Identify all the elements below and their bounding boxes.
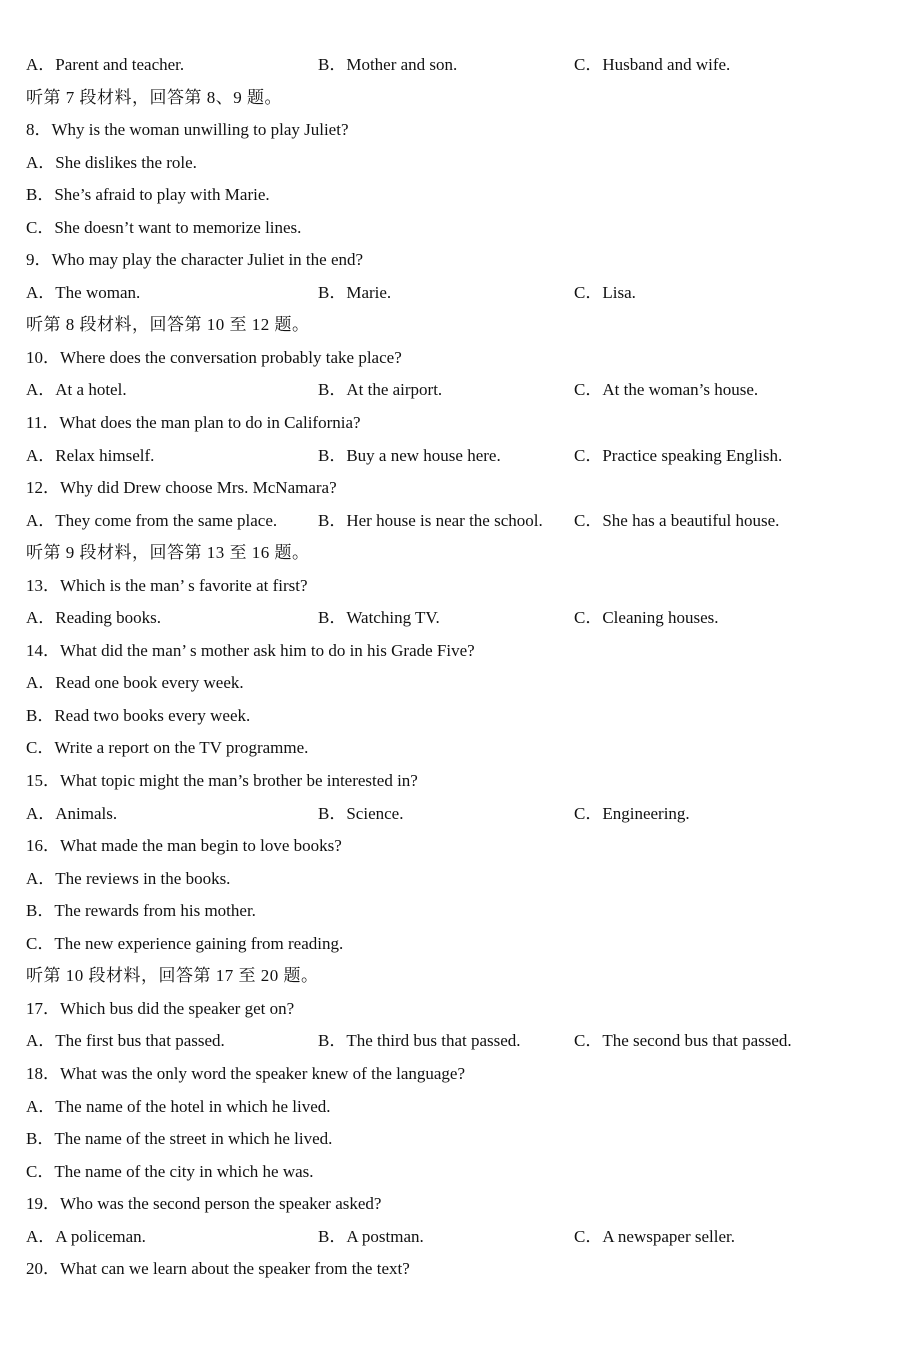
option-text: Mother and son.	[346, 55, 458, 74]
option-letter: B．	[318, 803, 347, 823]
option-letter: C．	[574, 445, 603, 465]
option-letter: A．	[26, 510, 56, 530]
option-text: Practice speaking English.	[602, 445, 783, 465]
answer-option	[318, 1025, 521, 1058]
answer-option	[26, 602, 161, 635]
option-text: She doesn’t want to memorize lines.	[54, 217, 302, 237]
option-text: Write a report on the TV programme.	[54, 738, 309, 758]
option-letter: B．	[26, 901, 55, 921]
answer-option	[26, 179, 900, 212]
option-letter: A．	[26, 55, 56, 74]
option-text: The new experience gaining from reading.	[54, 933, 344, 953]
option-text: Marie.	[346, 282, 392, 302]
answer-option	[574, 505, 779, 538]
answer-option	[318, 602, 440, 635]
option-text: Read two books every week.	[54, 705, 251, 725]
option-letter: C．	[574, 510, 603, 530]
question-stem: 20．What can we learn about the speaker from the text?	[26, 1259, 410, 1279]
option-text: The rewards from his mother.	[54, 901, 256, 921]
option-letter: A．	[26, 445, 56, 465]
question-stem: 17．Which bus did the speaker get on?	[26, 998, 295, 1018]
answer-option	[26, 667, 900, 700]
answer-option	[26, 895, 900, 928]
option-letter: A．	[26, 868, 56, 888]
option-letter: A．	[26, 1031, 56, 1051]
answer-option	[26, 863, 900, 896]
question-stem: 11．What does the man plan to do in California?	[26, 413, 361, 433]
option-letter: A．	[26, 608, 56, 628]
answer-options-row	[26, 277, 900, 310]
option-letter: A．	[26, 673, 56, 693]
question-stem: 10．Where does the conversation probably take place?	[26, 347, 402, 367]
answer-options-row	[26, 374, 900, 407]
option-text: She has a beautiful house.	[602, 510, 780, 530]
answer-option	[26, 928, 900, 961]
question-stem: 14．What did the man’ s mother ask him to do in his Grade Five?	[26, 640, 475, 660]
option-letter: C．	[26, 933, 55, 953]
answer-option	[574, 798, 690, 831]
option-letter: A．	[26, 380, 56, 400]
option-text: A postman.	[346, 1226, 424, 1246]
option-text: She dislikes the role.	[55, 152, 197, 172]
answer-option	[26, 1221, 146, 1254]
answer-option	[318, 1221, 424, 1254]
question-stem: 12．Why did Drew choose Mrs. McNamara?	[26, 478, 337, 498]
answer-option	[26, 1025, 225, 1058]
answer-option	[26, 212, 900, 245]
question-stem: 9．Who may play the character Juliet in the end?	[26, 250, 364, 270]
answer-option	[318, 798, 403, 831]
option-text: The second bus that passed.	[602, 1031, 792, 1051]
answer-option	[26, 505, 277, 538]
question-stem: 19．Who was the second person the speaker asked?	[26, 1194, 382, 1214]
option-letter: B．	[26, 1129, 55, 1149]
answer-options-row	[26, 602, 900, 635]
answer-option	[26, 440, 154, 473]
option-text: A policeman.	[55, 1226, 146, 1246]
option-text: The name of the city in which he was.	[54, 1161, 314, 1181]
question-stem: 18．What was the only word the speaker knew of the language?	[26, 1063, 466, 1083]
option-text: The third bus that passed.	[346, 1031, 521, 1051]
option-letter: B．	[318, 608, 347, 628]
answer-option	[574, 374, 758, 407]
option-letter: A．	[26, 282, 56, 302]
option-letter: C．	[574, 608, 603, 628]
option-text: A newspaper seller.	[602, 1226, 735, 1246]
section-heading: 听第 7 段材料，回答第 8、9 题。	[26, 87, 282, 107]
option-text: Parent and teacher.	[55, 55, 185, 74]
option-letter: A．	[26, 803, 56, 823]
option-text: At the woman’s house.	[602, 380, 759, 400]
option-letter: C．	[574, 282, 603, 302]
question-stem: 13．Which is the man’ s favorite at first?	[26, 575, 308, 595]
question-stem: 15．What topic might the man’s brother be interested in?	[26, 771, 418, 791]
answer-option	[26, 49, 184, 82]
option-text: The woman.	[55, 282, 141, 302]
answer-option	[574, 1221, 735, 1254]
option-letter: B．	[318, 1031, 347, 1051]
section-heading: 听第 10 段材料，回答第 17 至 20 题。	[26, 966, 319, 986]
listening-section	[26, 49, 900, 1286]
answer-option	[574, 602, 719, 635]
option-letter: B．	[318, 380, 347, 400]
answer-option	[574, 1025, 792, 1058]
answer-option	[26, 700, 900, 733]
answer-options-row	[26, 798, 900, 831]
option-text: Engineering.	[602, 803, 690, 823]
option-text: They come from the same place.	[55, 510, 278, 530]
option-letter: C．	[26, 738, 55, 758]
option-text: The reviews in the books.	[55, 868, 231, 888]
answer-option	[318, 440, 501, 473]
option-text: The name of the hotel in which he lived.	[55, 1096, 331, 1116]
option-text: Read one book every week.	[55, 673, 244, 693]
option-letter: C．	[574, 803, 603, 823]
option-letter: C．	[574, 380, 603, 400]
option-text: At the airport.	[346, 380, 443, 400]
question-stem: 8．Why is the woman unwilling to play Juliet?	[26, 120, 349, 140]
option-text: Reading books.	[55, 608, 162, 628]
option-text: Animals.	[55, 803, 118, 823]
option-text: The name of the street in which he lived.	[54, 1129, 333, 1149]
answer-option	[26, 798, 117, 831]
answer-options-row	[26, 49, 900, 82]
answer-option	[26, 1091, 900, 1124]
answer-option	[318, 374, 442, 407]
option-letter: B．	[318, 510, 347, 530]
option-text: Her house is near the school.	[346, 510, 543, 530]
option-text: Relax himself.	[55, 445, 155, 465]
answer-options-row	[26, 1025, 900, 1058]
answer-option	[26, 1123, 900, 1156]
answer-option	[26, 277, 140, 310]
section-heading: 听第 9 段材料，回答第 13 至 16 题。	[26, 543, 310, 563]
option-letter: B．	[26, 705, 55, 725]
option-letter: A．	[26, 152, 56, 172]
option-text: The first bus that passed.	[55, 1031, 225, 1051]
option-letter: A．	[26, 1226, 56, 1246]
answer-option	[26, 1156, 900, 1189]
option-text: She’s afraid to play with Marie.	[54, 185, 270, 205]
option-letter: B．	[26, 185, 55, 205]
option-letter: C．	[26, 1161, 55, 1181]
answer-option	[26, 732, 900, 765]
answer-option	[574, 49, 730, 82]
answer-options-row	[26, 440, 900, 473]
option-text: Science.	[346, 803, 404, 823]
answer-option	[318, 277, 391, 310]
option-letter: B．	[318, 445, 347, 465]
option-letter: B．	[318, 1226, 347, 1246]
option-text: Lisa.	[602, 282, 636, 302]
option-text: Husband and wife.	[602, 55, 731, 74]
section-heading: 听第 8 段材料，回答第 10 至 12 题。	[26, 315, 310, 335]
answer-option	[318, 505, 543, 538]
option-text: Cleaning houses.	[602, 608, 719, 628]
question-stem: 16．What made the man begin to love books?	[26, 836, 342, 856]
answer-option	[574, 277, 636, 310]
option-text: At a hotel.	[55, 380, 127, 400]
answer-option	[26, 147, 900, 180]
option-letter: C．	[574, 1031, 603, 1051]
answer-option	[318, 49, 457, 82]
option-letter: B．	[318, 282, 347, 302]
option-letter: C．	[574, 55, 603, 74]
answer-options-row	[26, 505, 900, 538]
answer-option	[574, 440, 782, 473]
option-letter: B．	[318, 55, 347, 74]
option-letter: C．	[574, 1226, 603, 1246]
option-letter: A．	[26, 1096, 56, 1116]
option-text: Buy a new house here.	[346, 445, 501, 465]
answer-option	[26, 374, 127, 407]
option-text: Watching TV.	[346, 608, 440, 628]
option-letter: C．	[26, 217, 55, 237]
answer-options-row	[26, 1221, 900, 1254]
